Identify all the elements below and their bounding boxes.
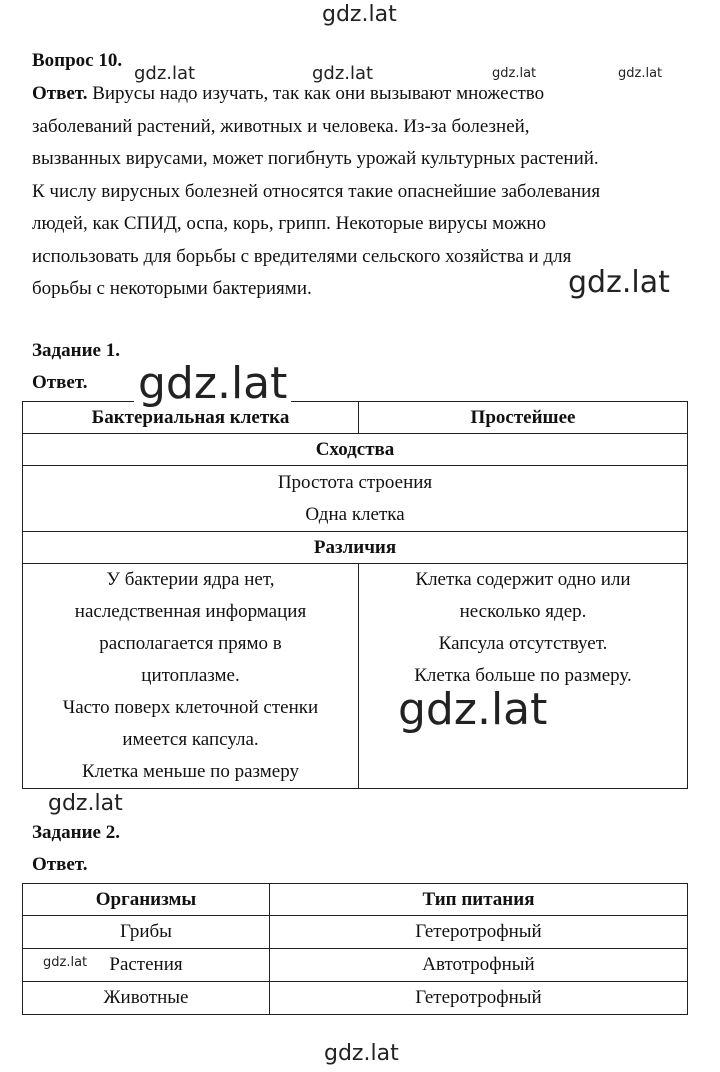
- table-row: [23, 982, 688, 1015]
- table2-header-nutrition: Тип питания: [270, 884, 688, 916]
- bacteria-line: цитоплазме.: [141, 665, 240, 686]
- question10-answer: [32, 78, 682, 306]
- question10-line: использовать для борьбы с вредителями сельского хозяйства и для: [32, 245, 572, 267]
- watermark-q10-large: gdz.lat: [568, 265, 670, 300]
- watermark-q10-3: gdz.lat: [492, 66, 537, 81]
- table1-bacteria-cell: [23, 564, 359, 789]
- bacteria-line: Клетка меньше по размеру: [82, 761, 299, 782]
- table-row: [23, 916, 688, 949]
- watermark-task1-table: gdz.lat: [398, 684, 548, 735]
- table1-header-protozoa: Простейшее: [359, 402, 688, 434]
- organism-cell: Животные: [23, 982, 270, 1015]
- question10-answer-label: Ответ.: [32, 83, 88, 104]
- protozoa-line: Клетка больше по размеру.: [414, 665, 632, 686]
- task1-heading: Задание 1.: [32, 340, 120, 361]
- similarity-item: Одна клетка: [305, 503, 405, 525]
- protozoa-line: несколько ядер.: [459, 601, 587, 622]
- nutrition-cell: Автотрофный: [270, 949, 688, 982]
- question10-text: Вирусы надо изучать, так как они вызывают множество: [92, 83, 545, 104]
- nutrition-cell: Гетеротрофный: [270, 916, 688, 949]
- table1-header-bacteria: Бактериальная клетка: [23, 402, 359, 434]
- table1-protozoa-cell: [359, 564, 688, 789]
- bacteria-line: Часто поверх клеточной стенки: [62, 697, 319, 718]
- watermark-task1-large: gdz.lat: [134, 362, 291, 406]
- protozoa-line: Клетка содержит одно или: [415, 569, 631, 590]
- similarity-item: Простота строения: [277, 471, 433, 493]
- organism-cell: Растения: [23, 949, 270, 982]
- organism-cell: Грибы: [23, 916, 270, 949]
- watermark-q10-1: gdz.lat: [134, 63, 196, 84]
- question10-heading: Вопрос 10.: [32, 50, 123, 71]
- table1-differences-header: Различия: [23, 532, 688, 564]
- question10-line: [32, 78, 682, 111]
- task2-heading: Задание 2.: [32, 822, 120, 843]
- table1-similarities-header: Сходства: [23, 434, 688, 466]
- table1-similarities-cell: [23, 466, 688, 532]
- task1-answer-label: Ответ.: [32, 372, 88, 393]
- bacteria-line: располагается прямо в: [99, 633, 282, 654]
- question10-line: К числу вирусных болезней относятся такие опаснейшие заболевания: [32, 180, 601, 202]
- watermark-q10-4: gdz.lat: [618, 66, 663, 81]
- bacteria-line: наследственная информация: [74, 601, 307, 622]
- protozoa-line: Капсула отсутствует.: [438, 633, 608, 654]
- question10-line: борьбы с некоторыми бактериями.: [32, 278, 312, 299]
- task2-nutrition-table: [22, 883, 688, 1015]
- watermark-below-table1: gdz.lat: [48, 791, 123, 816]
- bacteria-line: У бактерии ядра нет,: [106, 569, 275, 590]
- question10-line: вызванных вирусами, может погибнуть урожай культурных растений.: [32, 148, 599, 169]
- table-row: [23, 949, 688, 982]
- nutrition-cell: Гетеротрофный: [270, 982, 688, 1015]
- watermark-q10-2: gdz.lat: [312, 63, 374, 84]
- watermark-top: gdz.lat: [322, 2, 397, 27]
- bacteria-line: имеется капсула.: [122, 729, 259, 750]
- table2-header-organisms: Организмы: [23, 884, 270, 916]
- task1-comparison-table: [22, 401, 688, 789]
- question10-line: людей, как СПИД, оспа, корь, грипп. Некоторые вирусы можно: [32, 213, 547, 234]
- question10-line: заболеваний растений, животных и человека. Из-за болезней,: [32, 115, 530, 137]
- task2-answer-label: Ответ.: [32, 854, 88, 875]
- watermark-bottom: gdz.lat: [324, 1041, 399, 1066]
- watermark-task2-row: gdz.lat: [43, 955, 88, 970]
